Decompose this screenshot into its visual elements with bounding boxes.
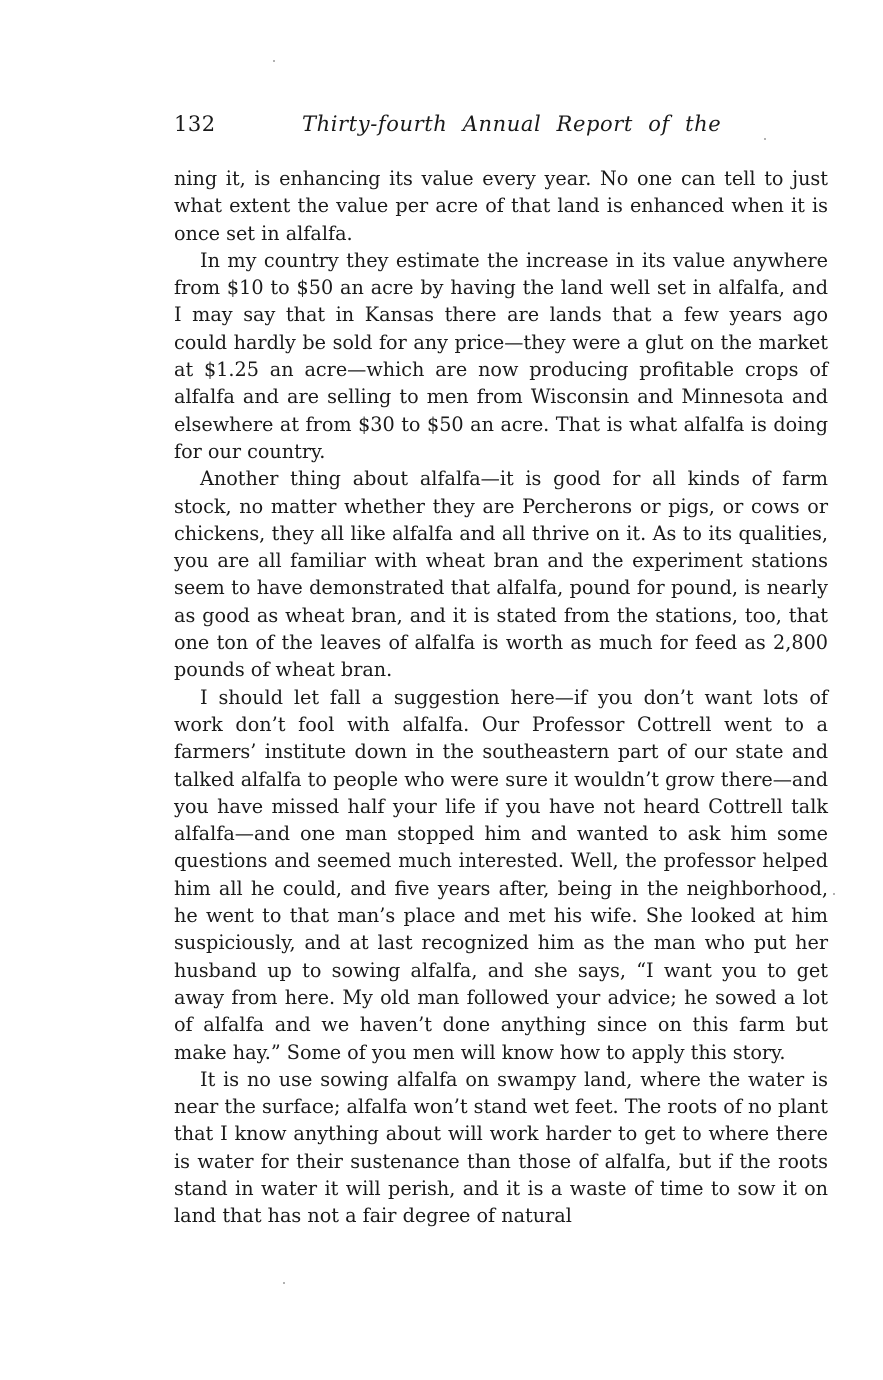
paragraph-cottrell-story: I should let fall a suggestion here—if you don’t want lots of work don’t fool with alfalfa. Our Professor Cottrell went to a farmers’ institute down in the southeastern part of our state and talked alfalfa to people who were sure it wouldn’t grow there—and you have missed half your life if you have not heard Cottrell talk alfalfa—and one man stopped him and wanted to ask him some questions and seemed much interested. Well, the professor helped him all he could, and five years after, being in the neighborhood, he went to that man’s place and met his wife. She looked at him suspiciously, and at last recognized him as the man who put her husband up to sowing alfalfa, and she says, “I want you to get away from here. My old man followed your advice; he sowed a lot of alfalfa and we haven’t done anything since on this farm but make hay.” Some of you men will know how to apply this story. [174, 685, 828, 1064]
scan-speck [764, 138, 766, 140]
scan-speck [283, 1282, 285, 1284]
running-header [174, 112, 834, 142]
body-text [174, 165, 828, 1230]
running-title: Thirty-fourth Annual Report of the [302, 112, 722, 136]
scan-speck [833, 893, 835, 895]
paragraph-land-value: In my country they estimate the increase in its value anywhere from $10 to $50 an acre by having the land well set in alfalfa, and I may say that in Kansas there are lands that a few years ago could hardly be sold for any price—they were a glut on the market at $1.25 an acre—which are now producing profitable crops of alfalfa and are selling to men from Wisconsin and Minnesota and elsewhere at from $30 to $50 an acre. That is what alfalfa is doing for our country. [174, 248, 828, 463]
scan-speck [273, 60, 275, 62]
page-number: 132 [174, 112, 216, 136]
paragraph-continuation: ning it, is enhancing its value every year. No one can tell to just what extent the value per acre of that land is enhanced when it is once set in alfalfa. [174, 167, 828, 245]
paragraph-swampy-land: It is no use sowing alfalfa on swampy land, where the water is near the surface; alfalfa won’t stand wet feet. The roots of no plant that I know anything about will work harder to get to where there is water for their sustenance than those of alfalfa, but if the roots stand in water it will perish, and it is a waste of time to sow it on land that has not a fair degree of natural [174, 1067, 828, 1228]
paragraph-feed-value: Another thing about alfalfa—it is good for all kinds of farm stock, no matter whether they are Percherons or pigs, or cows or chickens, they all like alfalfa and all thrive on it. As to its qualities, you are all familiar with wheat bran and the experiment stations seem to have demonstrated that alfalfa, pound for pound, is nearly as good as wheat bran, and it is stated from the stations, too, that one ton of the leaves of alfalfa is worth as much for feed as 2,800 pounds of wheat bran. [174, 467, 828, 682]
